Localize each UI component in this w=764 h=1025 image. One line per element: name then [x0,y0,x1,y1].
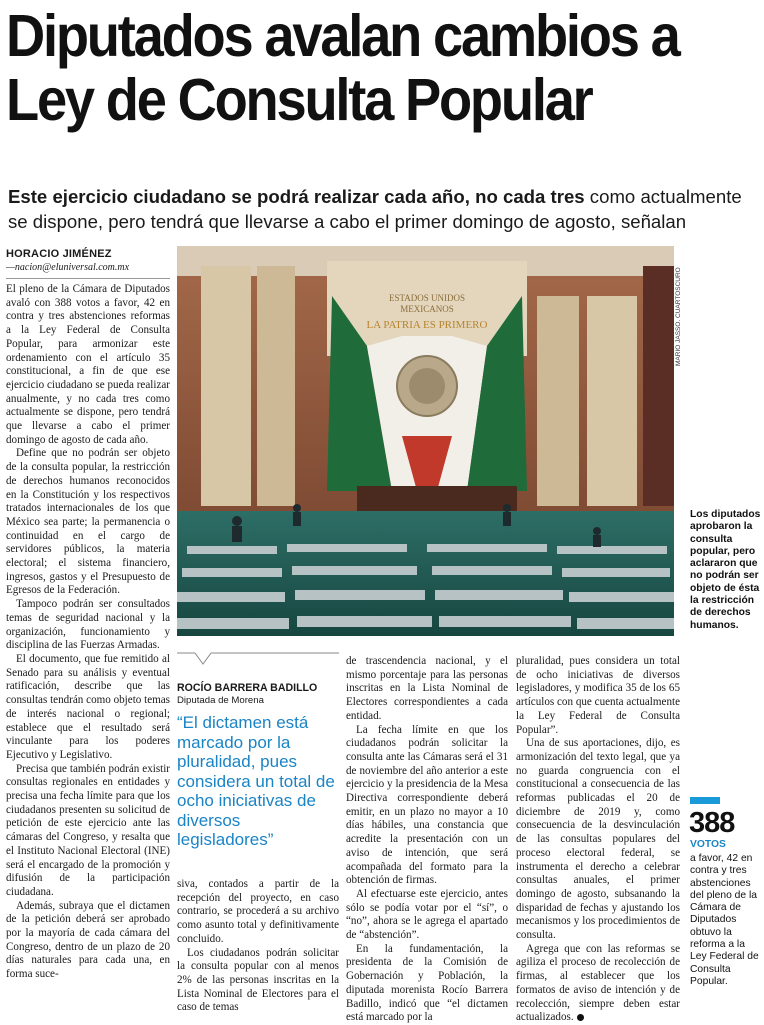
quote-author-name: ROCÍO BARRERA BADILLO [177,682,318,694]
paragraph-text: Agrega que con las reformas se agiliza el proceso de recolección de firmas, al establecer que los formatos de aviso de intención y de recolección, siempre deben estar actualizados. [516,942,680,1024]
paragraph: El documento, que fue remitido al Senado para su análisis y eventual ratificación, describe que las consultas tendrán como objeto temas de interés nacional o regional; establece que el resultado será vinculante para los poderes Ejecutivo y Legislativo. [6,652,170,761]
quote-pointer-icon [177,652,339,672]
author-email[interactable]: —nacion@eluniversal.com.mx [6,262,130,273]
vote-count: 388 [689,807,735,839]
banner-line-3: LA PATRIA ES PRIMERO [366,319,488,331]
paragraph: Además, subraya que el dictamen de la petición deberá ser aprobado por la mayoría de cada cámara del Congreso, dentro de un plazo de 20 días naturales para cada una, en forma suce- [6,899,170,981]
vote-description: a favor, 42 en contra y tres abstenciones del pleno de la Cámara de Diputados obtuvo la reforma a la Ley Federal de Consulta Popular. [690,853,759,987]
paragraph: El pleno de la Cámara de Diputados avaló con 388 votos a favor, 42 en contra y tres abstenciones reformas a la Ley Federal de Consulta Popular, para armonizar este ordenamiento con el artículo 35 constitucional, a fin de que ese ejercicio ciudadano se pueda realizar anualmente, y no cada tres como actualmente se dispone, pero tendrá que llevarse a cabo el primer domingo de agosto de cada año. [6,283,170,446]
vote-label: VOTOS [690,839,726,850]
paragraph: Una de sus aportaciones, dijo, es armonización del texto legal, que ya no guarda congruencia con el constitucional a consecuencia de las reformas publicadas el 20 de diciembre de 2019 y, como consecuencia de la desvinculación de las consultas populares del proceso electoral federal, se instrumenta el derecho a celebrar consultas anuales, el primer domingo de agosto, subsanando la disparidad de fechas y ajustando los mecanismos y los procedimientos de consulta. [516,737,680,942]
paragraph: Define que no podrán ser objeto de la consulta popular, la restricción de derechos humanos reconocidos en la Constitución y los respectivos tratados internacionales de los que México sea parte; la permanencia o continuidad en el cargo de servidores públicos, la materia electoral; el sistema financiero, ingresos, gastos y el Presupuesto de Egresos de la Federación. [6,447,170,597]
quote-box [177,652,339,677]
paragraph [516,943,680,1025]
paragraph: Tampoco podrán ser consultados temas de seguridad nacional y la organización, funcionamiento y disciplina de las Fuerzas Armadas. [6,598,170,652]
banner-line-2: MEXICANOS [400,304,454,314]
article-column-2 [177,878,339,1015]
chamber-photo-illustration [177,246,674,636]
stat-accent-bar [690,797,720,804]
banner-line-1: ESTADOS UNIDOS [388,293,466,303]
quote-author-role: Diputada de Morena [177,695,264,706]
article-column-4 [516,655,680,1025]
paragraph: Precisa que también podrán existir consultas regionales en entidades y precisa una fecha límite para que los ciudadanos presenten su solicitud de petición de este ejercicio ante las cámaras del Congreso, y resalta que el Instituto Nacional Electoral (INE) será el encargado de la promoción y difusión de la participación ciudadana. [6,762,170,898]
subhead-rest: como actualmente se dispone, pero tendrá que llevarse a cabo el primer domingo de agosto, señalan [8,186,742,232]
article-column-1 [6,283,170,982]
paragraph: Al efectuarse este ejercicio, antes sólo se podía votar por el “sí”, o “no”, ahora se le agrega el apartado de “abstención”. [346,887,508,942]
author-byline: HORACIO JIMÉNEZ [6,248,112,260]
seal-center [409,368,445,404]
photo-credit: MARIO JASSO. CUARTOSCURO [675,267,682,366]
paragraph: pluralidad, pues considera un total de ocho iniciativas de diversos legisladores, y modifica 35 de los 65 artículos con que cuenta actualmente la Ley Federal de Consulta Popular”. [516,655,680,736]
end-of-article-icon [577,1014,584,1021]
paragraph: siva, contados a partir de la recepción del proyecto, en caso contrario, se procederá a su archivo como asunto total y definitivamente concluido. [177,878,339,945]
byline-divider [6,278,170,279]
headline: Diputados avalan cambios a Ley de Consulta Popular [6,3,679,133]
photo-caption: Los diputados aprobaron la consulta popular, pero aclararon que no podrán ser objeto de ésta la restricción de derechos humanos. [690,509,761,631]
subheadline [8,184,758,234]
paragraph: de trascendencia nacional, y el mismo porcentaje para las personas inscritas en la Lista Nominal de Electores correspondientes a cada entidad. [346,655,508,722]
paragraph: En la fundamentación, la presidenta de la Comisión de Gobernación y Población, la diputada morenista Rocío Barrera Badillo, indicó que “el dictamen está marcado por la [346,942,508,1024]
paragraph: Los ciudadanos podrán solicitar la consulta popular con al menos 2% de las personas inscritas en la Lista Nominal de Electores para el caso de temas [177,946,339,1014]
paragraph: La fecha límite en que los ciudadanos podrán solicitar la consulta ante las Cámaras será el 31 de noviembre del año anterior a este ejercicio y la presidencia de la Mesa Directiva correspondiente deberá emitir, en un plazo no mayor a 10 días hábiles, una constancia que acredite la presentación con un aviso de intención, que será acompañada del formato para la obtención de firmas. [346,723,508,887]
article-column-3 [346,655,508,1025]
subhead-bold: Este ejercicio ciudadano se podrá realizar cada año, no cada tres [8,186,585,207]
pull-quote: “El dictamen está marcado por la pluralidad, pues considera un total de ocho iniciativas de diversos legisladores” [177,713,335,849]
chamber-photo [177,246,674,636]
